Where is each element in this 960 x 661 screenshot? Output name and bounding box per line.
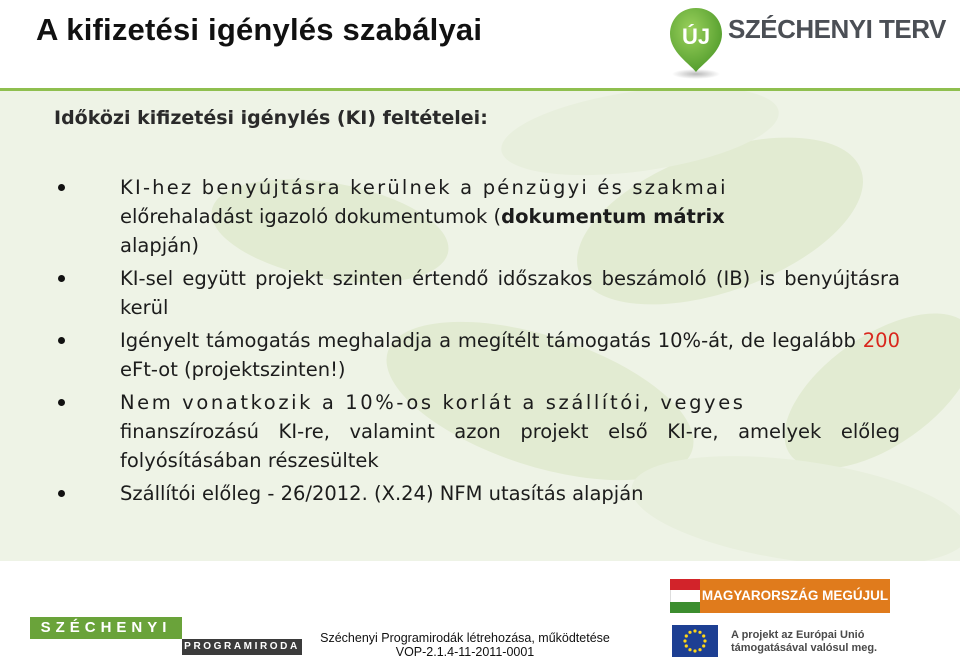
- header: [0, 0, 960, 90]
- list-item: [0, 388, 900, 475]
- footer-project-name: Széchenyi Programirodák létrehozása, működtetése: [320, 631, 610, 645]
- bullet-dot-icon: [58, 490, 65, 497]
- bullet3-post: eFt-ot (projektszinten!): [120, 358, 346, 381]
- szechenyi-terv-wordmark: SZÉCHENYI TERV: [728, 14, 946, 44]
- bullet3-highlight: 200: [862, 329, 900, 352]
- programiroda-logo-top: SZÉCHENYI: [40, 619, 172, 636]
- logo-badge: ÚJ: [681, 24, 711, 49]
- bullet4-line1: Nem vonatkozik a 10%-os korlát a szállítói, vegyes: [120, 391, 746, 414]
- footer: [0, 561, 960, 661]
- content-panel: [0, 91, 960, 561]
- section-subtitle: Időközi kifizetési igénylés (KI) feltételei:: [54, 107, 488, 129]
- hungarian-flag-icon: [670, 579, 700, 590]
- bullet-dot-icon: [58, 184, 65, 191]
- bullet-list: [0, 173, 960, 512]
- bullet1-line3: alapján): [120, 234, 200, 257]
- programiroda-logo-bottom: PROGRAMIRODA: [184, 641, 300, 652]
- eu-flag-icon: [672, 625, 718, 657]
- list-item: [0, 173, 900, 260]
- bullet-dot-icon: [58, 399, 65, 406]
- bullet1-line2-pre: előrehaladást igazoló dokumentumok (: [120, 205, 502, 228]
- bullet1-line1: KI-hez benyújtásra kerülnek a pénzügyi és szakmai: [120, 176, 728, 199]
- bullet-dot-icon: [58, 337, 65, 344]
- bullet5-text: Szállítói előleg - 26/2012. (X.24) NFM utasítás alapján: [120, 482, 644, 505]
- list-item: [0, 264, 900, 322]
- page-title: A kifizetési igénylés szabályai: [36, 12, 483, 47]
- bullet4-rest: finanszírozású KI-re, valamint azon projekt első KI-re, amelyek előleg folyósításában részesültek: [120, 420, 900, 472]
- list-item: [0, 326, 900, 384]
- magyarorszag-megujul-logo: [670, 579, 890, 613]
- bullet-dot-icon: [58, 275, 65, 282]
- list-item: [0, 479, 900, 508]
- bullet1-bold: dokumentum mátrix: [501, 205, 725, 228]
- magyarorszag-megujul-text: MAGYARORSZÁG MEGÚJUL: [701, 588, 889, 603]
- eu-support-text: A projekt az Európai Unió támogatásával valósul meg.: [731, 629, 878, 654]
- bullet2-text: KI-sel együtt projekt szinten értendő időszakos beszámoló (IB) is benyújtásra kerül: [120, 267, 900, 319]
- bullet3-pre: Igényelt támogatás meghaladja a megítélt támogatás 10%-át, de legalább: [120, 329, 863, 352]
- footer-project-code: VOP-2.1.4-11-2011-0001: [395, 645, 535, 659]
